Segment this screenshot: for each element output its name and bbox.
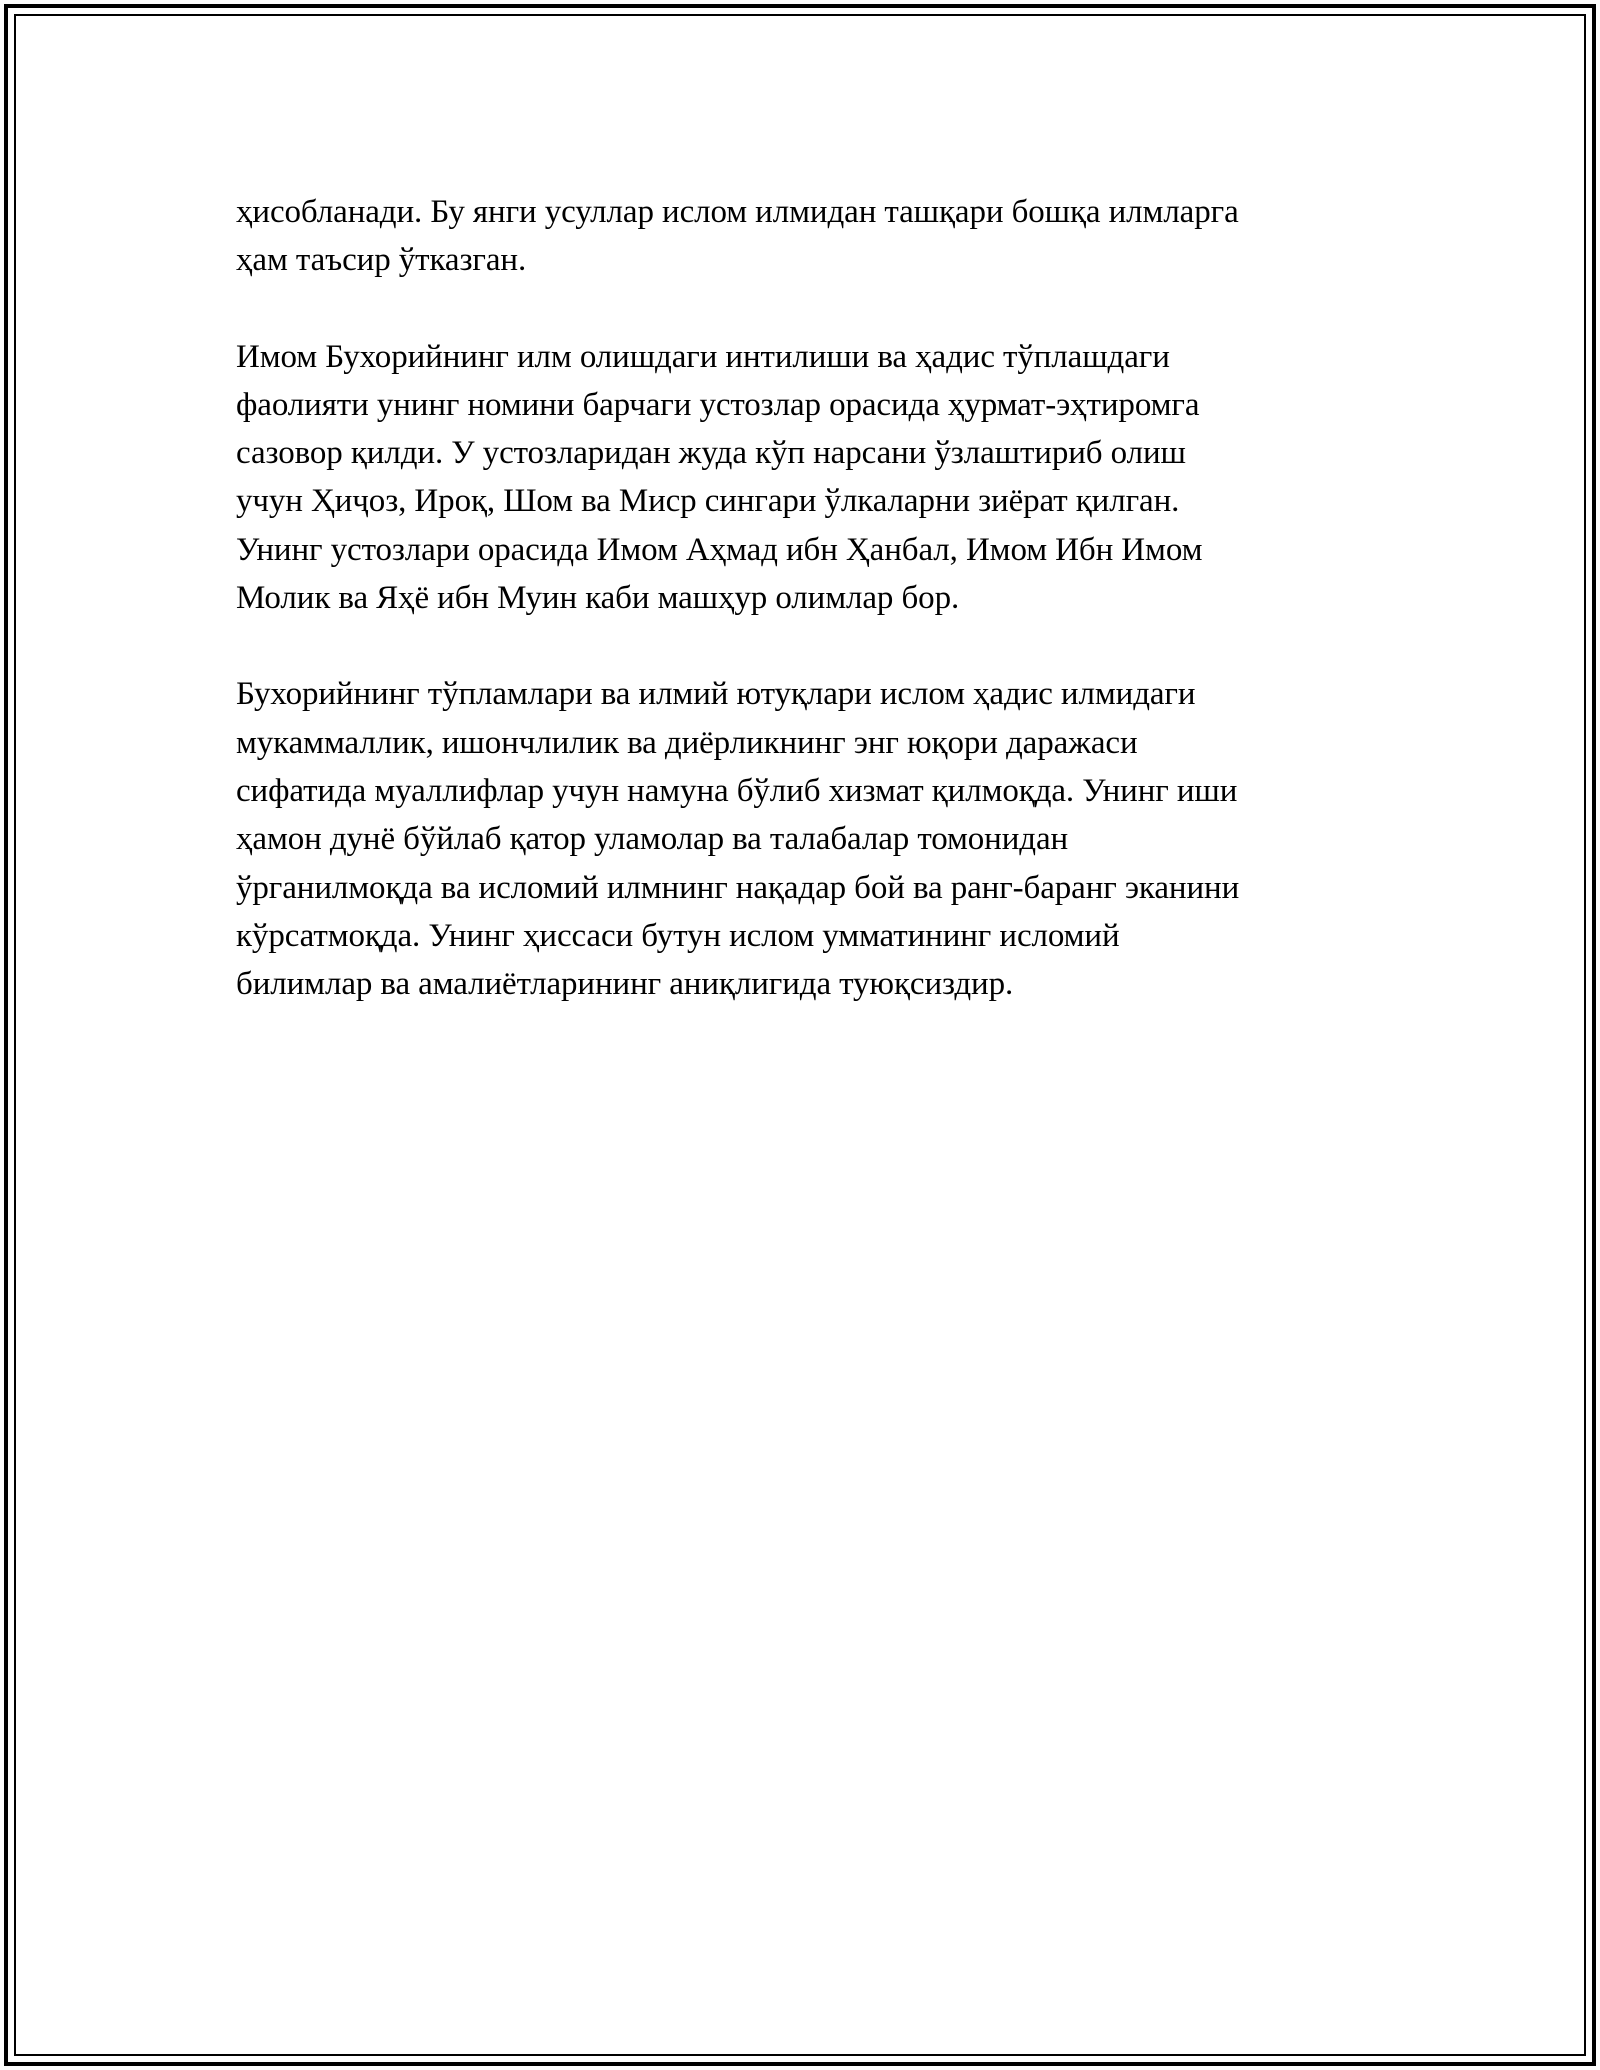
paragraph-line: сазовор қилди. У устозларидан жуда кўп нарсани ўзлаштириб олиш bbox=[236, 435, 1186, 472]
paragraph-1 bbox=[236, 188, 1386, 285]
paragraph-line: Унинг устозлари орасида Имом Аҳмад ибн Ҳанбал, Имом Ибн Имом bbox=[236, 531, 1203, 568]
paragraph-line: фаолияти унинг номини барчаги устозлар орасида ҳурмат-эҳтиромга bbox=[236, 386, 1200, 423]
paragraph-line: ҳам таъсир ўтказган. bbox=[236, 242, 527, 279]
paragraph-line: ўрганилмоқда ва исломий илмнинг нақадар бой ва ранг-баранг эканини bbox=[236, 869, 1240, 906]
paragraph-line: учун Ҳиҷоз, Ироқ, Шом ва Миср сингари ўлкаларни зиёрат қилган. bbox=[236, 483, 1180, 520]
paragraph-line: Молик ва Яҳё ибн Муин каби машҳур олимлар бор. bbox=[236, 580, 960, 617]
paragraph-line: мукаммаллик, ишончлилик ва диёрликнинг энг юқори даражаси bbox=[236, 724, 1138, 761]
paragraph-line: Бухорийнинг тўпламлари ва илмий ютуқлари ислом ҳадис илмидаги bbox=[236, 676, 1196, 713]
paragraph-line: Имом Бухорийнинг илм олишдаги интилиши ва ҳадис тўплашдаги bbox=[236, 338, 1170, 375]
document-body bbox=[236, 188, 1386, 1056]
paragraph-line: ҳисобланади. Бу янги усуллар ислом илмидан ташқари бошқа илмларга bbox=[236, 194, 1239, 230]
paragraph-3 bbox=[236, 670, 1386, 1008]
paragraph-line: кўрсатмоқда. Унинг ҳиссаси бутун ислом умматининг исломий bbox=[236, 917, 1120, 954]
paragraph-2 bbox=[236, 333, 1386, 623]
paragraph-line: сифатида муаллифлар учун намуна бўлиб хизмат қилмоқда. Унинг иши bbox=[236, 772, 1238, 809]
paragraph-line: ҳамон дунё бўйлаб қатор уламолар ва талабалар томонидан bbox=[236, 821, 1069, 858]
paragraph-line: билимлар ва амалиётларининг аниқлигида туюқсиздир. bbox=[236, 966, 1014, 1003]
